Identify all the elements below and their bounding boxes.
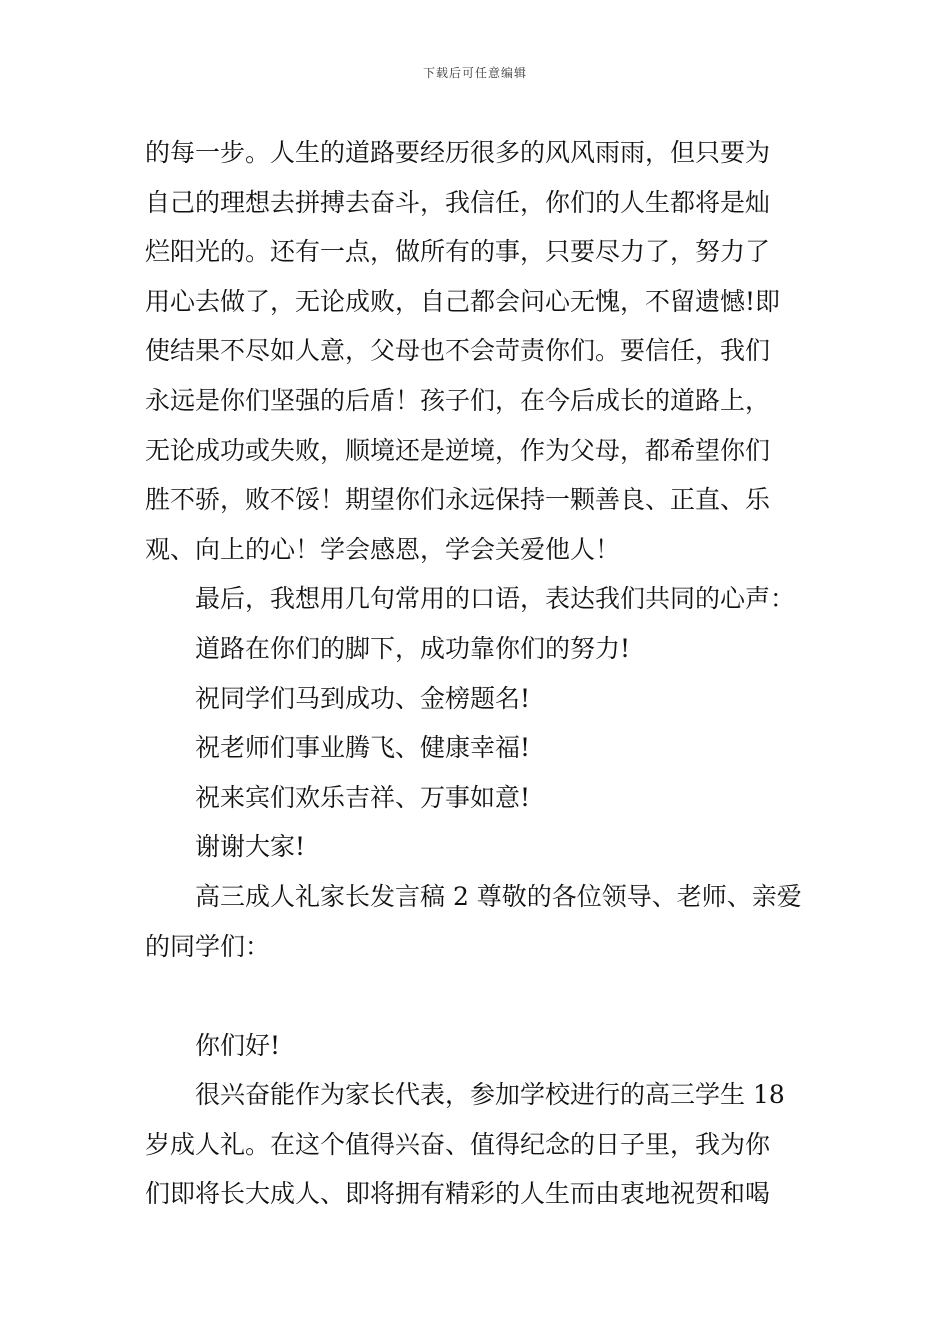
text-line: 使结果不尽如人意，父母也不会苛责你们。要信任，我们 xyxy=(145,336,771,366)
text-line: 谢谢大家! xyxy=(195,832,306,862)
text-line: 祝老师们事业腾飞、健康幸福! xyxy=(195,733,531,763)
text-line: 的同学们： xyxy=(145,931,271,961)
text-line: 观、向上的心！学会感恩，学会关爱他人！ xyxy=(145,534,621,564)
text-line: 烂阳光的。还有一点，做所有的事，只要尽力了，努力了 xyxy=(145,237,771,267)
text-line: 岁成人礼。在这个值得兴奋、值得纪念的日子里，我为你 xyxy=(145,1129,771,1159)
text-line: 胜不骄，败不馁！期望你们永远保持一颗善良、正直、乐 xyxy=(145,485,771,515)
text-line: 你们好! xyxy=(195,1030,281,1060)
text-line: 最后，我想用几句常用的口语，表达我们共同的心声： xyxy=(195,584,796,614)
paragraph-gap xyxy=(145,971,810,1021)
text-line: 们即将长大成人、即将拥有精彩的人生而由衷地祝贺和喝 xyxy=(145,1179,771,1209)
text-line: 用心去做了，无论成败，自己都会问心无愧，不留遗憾!即 xyxy=(145,286,781,316)
text-line: 道路在你们的脚下，成功靠你们的努力! xyxy=(195,633,631,663)
text-line: 无论成功或失败，顺境还是逆境，作为父母，都希望你们 xyxy=(145,435,771,465)
text-line: 永远是你们坚强的后盾！孩子们，在今后成长的道路上， xyxy=(145,385,771,415)
text-line: 高三成人礼家长发言稿 2 尊敬的各位领导、老师、亲爱 xyxy=(195,881,802,911)
text-line: 祝同学们马到成功、金榜题名! xyxy=(195,683,531,713)
page-header-note: 下载后可任意编辑 xyxy=(422,66,527,80)
text-line: 的每一步。人生的道路要经历很多的风风雨雨，但只要为 xyxy=(145,138,771,167)
text-line: 自己的理想去拼搏去奋斗，我信任，你们的人生都将是灿 xyxy=(145,187,771,217)
text-line: 很兴奋能作为家长代表，参加学校进行的高三学生 18 xyxy=(195,1080,785,1110)
text-line: 祝来宾们欢乐吉祥、万事如意! xyxy=(195,782,531,812)
document-body xyxy=(145,128,810,1219)
